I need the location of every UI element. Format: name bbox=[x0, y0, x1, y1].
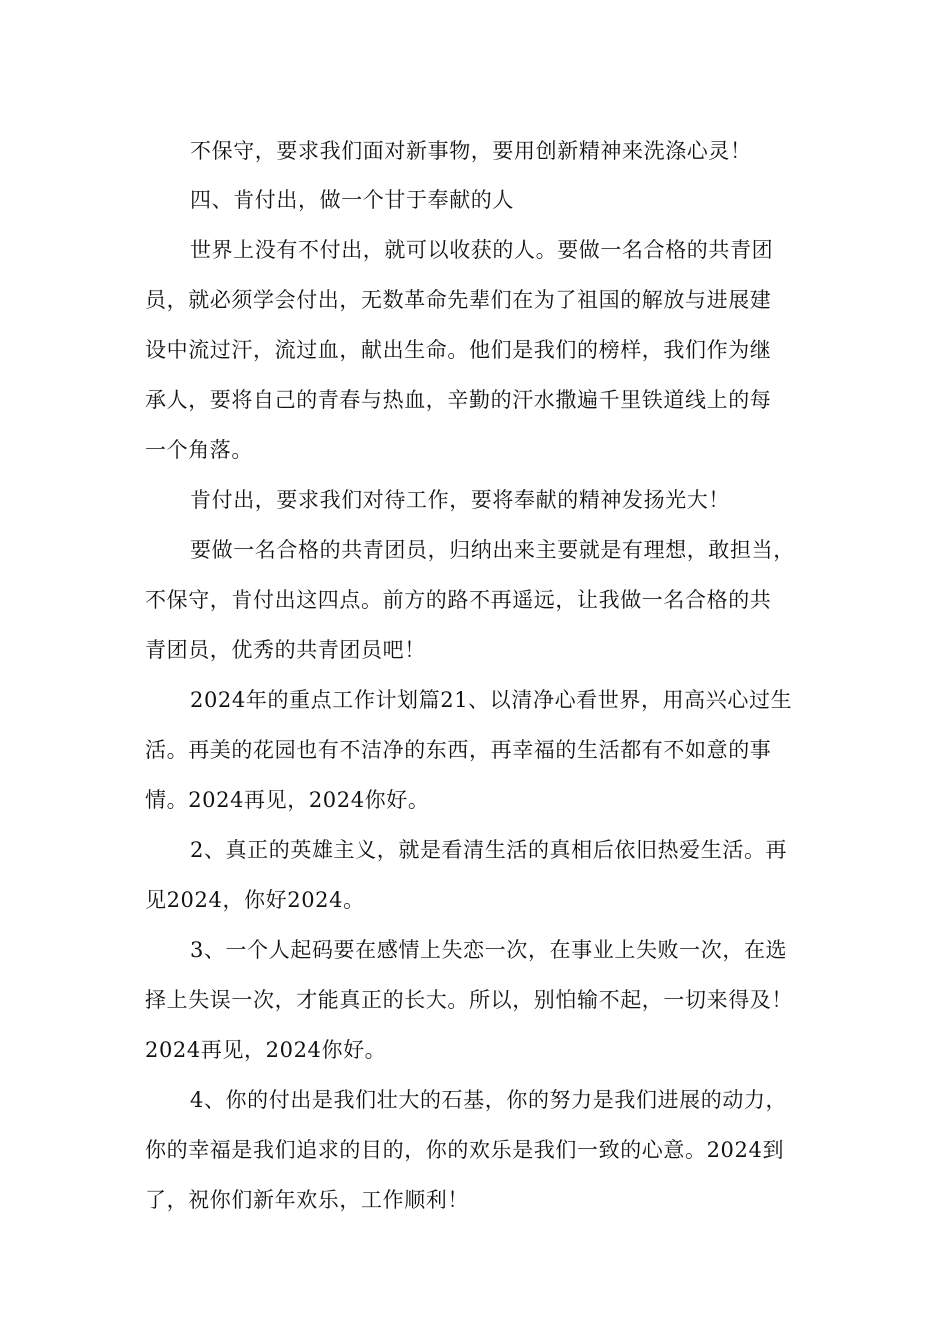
text-line: 不保守，肯付出这四点。前方的路不再遥远，让我做一名合格的共 bbox=[145, 588, 772, 612]
text-line: 员，就必须学会付出，无数革命先辈们在为了祖国的解放与进展建 bbox=[145, 288, 772, 312]
text-line: 3、一个人起码要在感情上失恋一次，在事业上失败一次，在选 bbox=[190, 938, 788, 962]
text-line: 情。2024再见，2024你好。 bbox=[145, 788, 430, 812]
text-line: 4、你的付出是我们壮大的石基，你的努力是我们进展的动力， bbox=[190, 1088, 788, 1112]
text-line: 青团员，优秀的共青团员吧！ bbox=[145, 638, 426, 662]
text-line: 见2024，你好2024。 bbox=[145, 888, 365, 912]
text-line: 择上失误一次，才能真正的长大。所以，别怕输不起，一切来得及！ bbox=[145, 988, 793, 1012]
text-line: 设中流过汗，流过血，献出生命。他们是我们的榜样，我们作为继 bbox=[145, 338, 772, 362]
text-line: 肯付出，要求我们对待工作，要将奉献的精神发扬光大！ bbox=[190, 488, 730, 512]
text-line: 2024年的重点工作计划篇21、以清净心看世界，用高兴心过生 bbox=[190, 688, 793, 712]
text-line: 你的幸福是我们追求的目的，你的欢乐是我们一致的心意。2024到 bbox=[145, 1138, 785, 1162]
text-line: 2、真正的英雄主义，就是看清生活的真相后依旧热爱生活。再 bbox=[190, 838, 788, 862]
text-line: 2024再见，2024你好。 bbox=[145, 1038, 387, 1062]
text-line: 活。再美的花园也有不洁净的东西，再幸福的生活都有不如意的事 bbox=[145, 738, 772, 762]
section-heading: 四、肯付出，做一个甘于奉献的人 bbox=[190, 188, 514, 212]
text-line: 一个角落。 bbox=[145, 438, 253, 462]
text-line: 了，祝你们新年欢乐，工作顺利！ bbox=[145, 1188, 469, 1212]
text-line: 承人，要将自己的青春与热血，辛勤的汗水撒遍千里铁道线上的每 bbox=[145, 388, 772, 412]
text-line: 世界上没有不付出，就可以收获的人。要做一名合格的共青团 bbox=[190, 238, 774, 262]
text-line: 要做一名合格的共青团员，归纳出来主要就是有理想，敢担当， bbox=[190, 538, 795, 562]
text-line: 不保守，要求我们面对新事物，要用创新精神来洗涤心灵！ bbox=[190, 139, 752, 163]
